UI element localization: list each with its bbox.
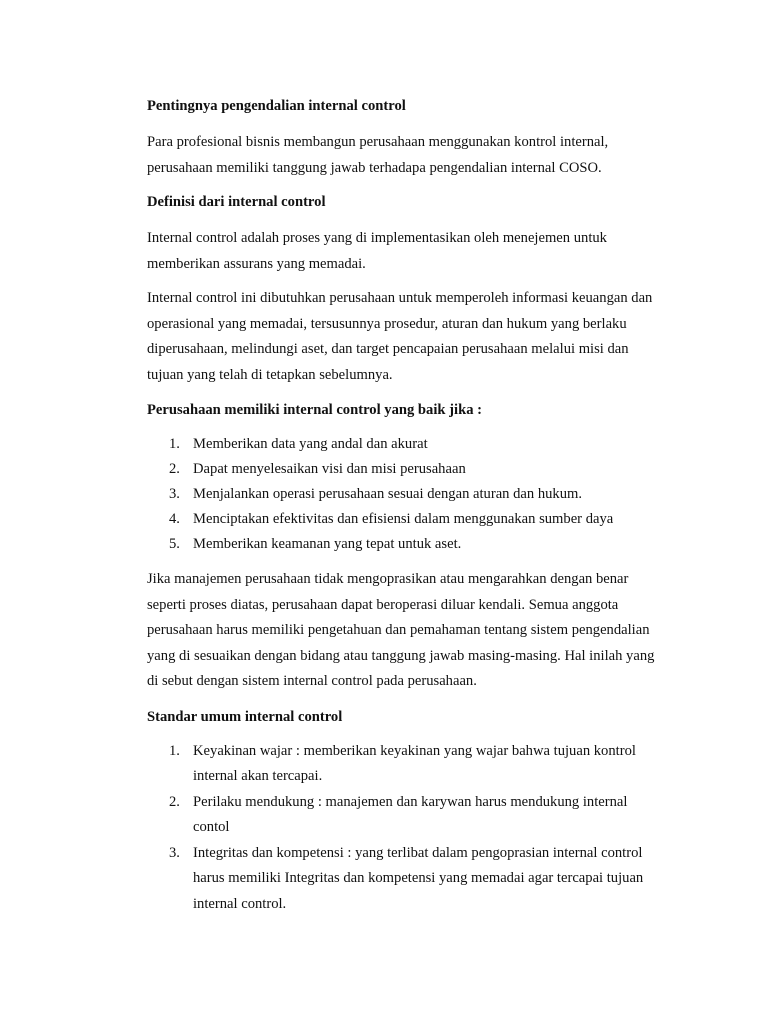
list-item [147,532,667,557]
standards-list [147,739,657,918]
paragraph-intro: Para profesional bisnis membangun perusahaan menggunakan kontrol internal, perusahaan memiliki tanggung jawab terhadapa pengendalian internal COSO. [147,134,609,176]
list-item-text: Keyakinan wajar : memberikan keyakinan yang wajar bahwa tujuan kontrol internal akan tercapai. [193,742,636,784]
list-item-number: 3. [169,486,180,502]
section-heading-good-control: Perusahaan memiliki internal control yang baik jika : [147,402,483,418]
document-page [147,94,667,917]
list-item-text: Memberikan data yang andal dan akurat [193,436,428,452]
list-item [147,841,657,918]
list-item-number: 2. [169,793,180,810]
good-control-list [147,432,667,557]
list-item-number: 3. [169,844,180,861]
list-item-text: Menciptakan efektivitas dan efisiensi dalam menggunakan sumber daya [193,511,614,527]
list-item-text: Integritas dan kompetensi : yang terlibat dalam pengoprasian internal control harus memiliki Integritas dan kompetensi yang memadai agar tercapai tujuan internal control. [193,844,644,912]
list-item-number: 5. [169,536,180,552]
section-heading-importance: Pentingnya pengendalian internal control [147,98,406,114]
list-item-text: Memberikan keamanan yang tepat untuk aset. [193,536,462,552]
section-heading-definition: Definisi dari internal control [147,194,326,210]
list-item-number: 4. [169,511,180,527]
list-item [147,507,667,532]
list-item [147,790,657,841]
list-item [147,482,667,507]
paragraph-purpose: Internal control ini dibutuhkan perusahaan untuk memperoleh informasi keuangan dan operasional yang memadai, tersusunnya prosedur, aturan dan hukum yang berlaku diperusahaan, melindungi aset, dan target pencapaian perusahaan melalui misi dan tujuan yang telah di tetapkan sebelumnya. [147,290,653,383]
list-item-text: Perilaku mendukung : manajemen dan karywan harus mendukung internal contol [193,793,628,835]
list-item [147,432,667,457]
list-item [147,457,667,482]
paragraph-definition: Internal control adalah proses yang di implementasikan oleh menejemen untuk memberikan assurans yang memadai. [147,230,607,272]
list-item-text: Menjalankan operasi perusahaan sesuai dengan aturan dan hukum. [193,486,583,502]
list-item-number: 1. [169,742,180,759]
list-item-number: 1. [169,436,180,452]
list-item-text: Dapat menyelesaikan visi dan misi perusahaan [193,461,466,477]
list-item-number: 2. [169,461,180,477]
list-item [147,739,657,790]
section-heading-standards: Standar umum internal control [147,708,343,725]
paragraph-consequence: Jika manajemen perusahaan tidak mengoprasikan atau mengarahkan dengan benar seperti proses diatas, perusahaan dapat beroperasi diluar kendali. Semua anggota perusahaan harus memiliki pengetahuan dan pemahaman tentang sistem pengendalian yang di sesuaikan dengan bidang atau tanggung jawab masing-masing. Hal inilah yang di sebut dengan sistem internal control pada perusahaan. [147,571,655,689]
